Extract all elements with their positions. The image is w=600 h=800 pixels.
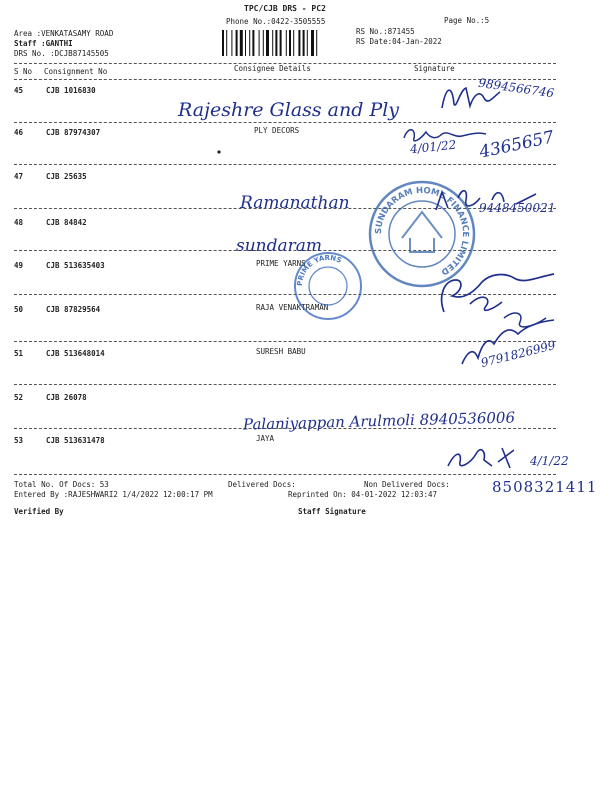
prime-yarns-stamp: [292, 250, 364, 322]
barcode-bar: [280, 30, 282, 56]
barcode-bar: [286, 30, 287, 56]
table-bottom-rule: [14, 474, 556, 475]
barcode-bar: [231, 30, 232, 56]
barcode-bar: [226, 30, 227, 56]
row-53-sno: 53: [14, 436, 24, 445]
barcode-bar: [311, 30, 314, 56]
page-number: Page No.:5: [444, 16, 490, 25]
barcode: [222, 30, 350, 56]
barcode-bar: [259, 30, 260, 56]
row-50-sno: 50: [14, 305, 24, 314]
rs-number: RS No.:871455: [356, 27, 415, 36]
row-51-consignee: SURESH BABU: [256, 347, 306, 356]
handwritten-phone-number: 9448450021: [479, 201, 556, 215]
row-53-consignment: CJB 513631478: [46, 436, 105, 445]
row-52-consignment: CJB 26078: [46, 393, 87, 402]
signature-row-53: [440, 440, 530, 474]
row-separator: [14, 384, 556, 385]
delivered-docs: Delivered Docs:: [228, 480, 296, 489]
row-separator: [14, 122, 556, 123]
barcode-bar: [289, 30, 291, 56]
signature-row-51: [454, 300, 564, 370]
document-title: TPC/CJB DRS - PC2: [244, 4, 326, 13]
row-52-sno: 52: [14, 393, 24, 402]
rs-date: RS Date:04-Jan-2022: [356, 37, 442, 46]
row-49-consignment: CJB 513635403: [46, 261, 105, 270]
barcode-bar: [252, 30, 254, 56]
row-separator: [14, 164, 556, 165]
row-50-consignment: CJB 87829564: [46, 305, 101, 314]
signature-row-46: [400, 124, 490, 146]
barcode-bar: [298, 30, 300, 56]
row-45-consignment: CJB 1016830: [46, 86, 96, 95]
barcode-bar: [240, 30, 243, 56]
handwritten-phone-number: 9791826999: [479, 337, 557, 371]
barcode-bar: [249, 30, 250, 56]
row-53-consignee: JAYA: [256, 434, 275, 443]
row-51-consignment: CJB 513648014: [46, 349, 105, 358]
stamp-text: PRIME YARNS: [295, 253, 343, 287]
row-51-sno: 51: [14, 349, 24, 358]
entered-by: Entered By :RAJESHWARI2 1/4/2022 12:00:17 PM: [14, 490, 213, 499]
barcode-bar: [316, 30, 317, 56]
seal-text: SUNDARAM HOME FINANCE LIMITED: [373, 185, 471, 277]
handwritten-receiver-name: sundaram: [236, 236, 323, 256]
svg-text:PRIME YARNS: [296, 254, 343, 286]
handwritten-phone-number: 8508321411: [492, 478, 598, 496]
staff-signature: Staff Signature: [298, 507, 366, 516]
barcode-bar: [293, 30, 294, 56]
col-consignee: Consignee Details: [234, 64, 311, 73]
pen-dot-mark: [216, 149, 222, 155]
row-49-consignee: PRIME YARNS: [256, 259, 306, 268]
row-50-consignee: RAJA VENAKTRAMAN: [256, 303, 329, 312]
drs-number: DRS No. :DCJB87145505: [14, 49, 109, 58]
row-46-consignment: CJB 87974307: [46, 128, 101, 137]
handwritten-phone-number: 9894566746: [477, 75, 555, 101]
row-49-sno: 49: [14, 261, 24, 270]
col-signature: Signature: [414, 64, 455, 73]
col-consignment: Consignment No: [44, 67, 108, 76]
handwritten-date: 4/1/22: [530, 454, 569, 468]
reprinted-on: Reprinted On: 04-01-2022 12:03:47: [288, 490, 438, 499]
row-46-sno: 46: [14, 128, 24, 137]
barcode-bar: [222, 30, 224, 56]
barcode-bar: [303, 30, 305, 56]
verified-by: Verified By: [14, 507, 64, 516]
row-47-consignment: CJB 25635: [46, 172, 87, 181]
handwritten-receiver-name: Ramanathan: [240, 193, 350, 213]
barcode-bar: [263, 30, 264, 56]
row-47-sno: 47: [14, 172, 24, 181]
barcode-bar: [236, 30, 238, 56]
barcode-bar: [272, 30, 273, 56]
total-docs: Total No. Of Docs: 53: [14, 480, 109, 489]
barcode-bar: [307, 30, 308, 56]
handwritten-date: 4/01/22: [409, 137, 457, 157]
row-45-sno: 45: [14, 86, 24, 95]
col-sno: S No: [14, 67, 33, 76]
signature-row-48: [432, 180, 542, 220]
row-48-sno: 48: [14, 218, 24, 227]
handwritten-consignee-name: Rajeshre Glass and Ply: [178, 99, 400, 121]
area-label: Area :VENKATASAMY ROAD: [14, 29, 114, 38]
signature-row-45: [436, 80, 506, 120]
barcode-bar: [275, 30, 277, 56]
handwritten-number: 4365657: [477, 127, 556, 163]
row-46-consignee: PLY DECORS: [254, 126, 300, 135]
barcode-bar: [245, 30, 246, 56]
row-48-consignment: CJB 84842: [46, 218, 87, 227]
phone-number: Phone No.:0422-3505555: [226, 17, 326, 26]
staff-label: Staff :GANTHI: [14, 39, 73, 48]
handwritten-receiver-details: Palaniyappan Arulmoli 8940536006: [242, 408, 516, 434]
non-delivered-docs: Non Delivered Docs:: [364, 480, 450, 489]
barcode-bar: [266, 30, 269, 56]
